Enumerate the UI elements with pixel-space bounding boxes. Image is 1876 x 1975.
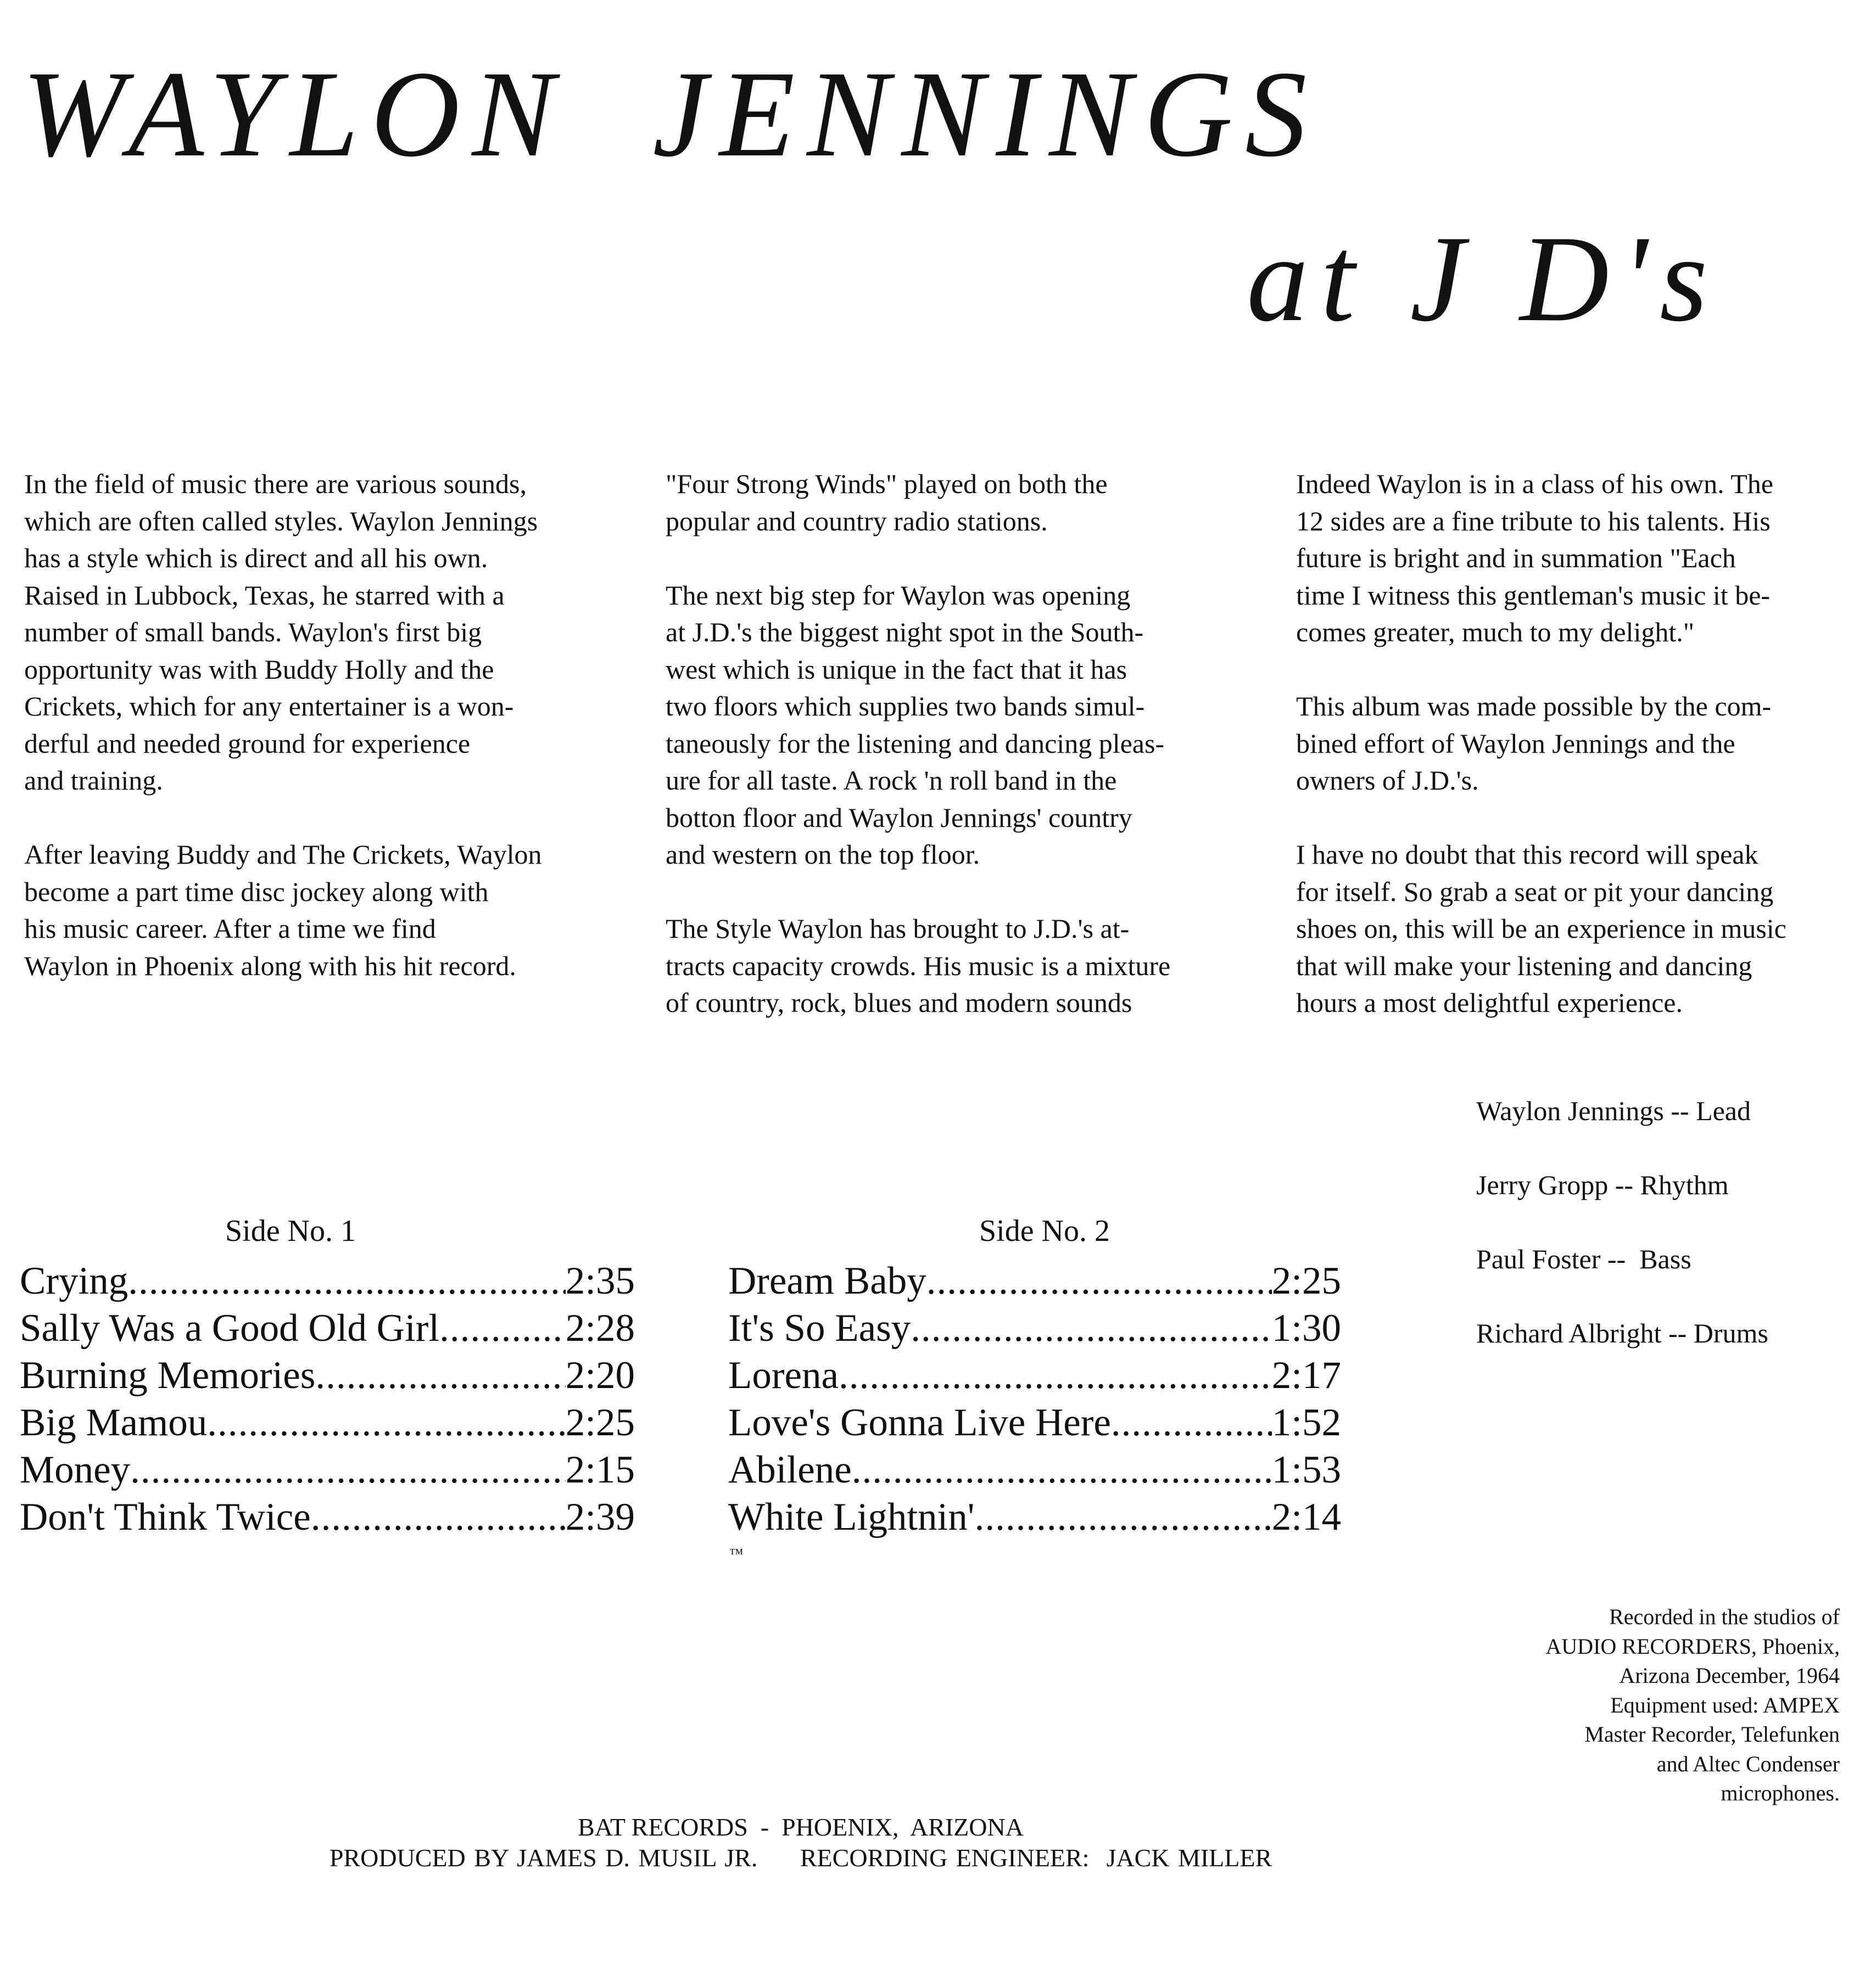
liner-paragraph: I have no doubt that this record will speak for itself. So grab a seat or pit your dancing shoes on, this will be an experience in music that will make your listening and dancing hours a most delightful experience. [1296, 839, 1786, 1018]
liner-paragraph: The next big step for Waylon was opening at J.D.'s the biggest night spot in the South- west which is unique in the fact that it has two floors which supplies two bands simul- taneously for the listening and dancing pleas- ure for all taste. A rock 'n roll band in the botton floor and Waylon Jennings' country and western on the top floor. [666, 579, 1165, 870]
track-time: 2:28 [565, 1307, 635, 1350]
liner-notes-column-3 [1296, 466, 1876, 1059]
leader-dots [311, 1493, 566, 1541]
track-time: 1:53 [1271, 1448, 1341, 1491]
credit-line: Waylon Jennings -- Lead [1476, 1095, 1751, 1126]
track-title: Dream Baby [728, 1260, 926, 1302]
album-subtitle: at J D's [1247, 210, 1720, 347]
leader-dots [1111, 1399, 1272, 1446]
recording-line: Master Recorder, Telefunken [1584, 1722, 1840, 1747]
track-row [20, 1399, 635, 1446]
band-credits [1476, 1093, 1768, 1389]
recording-line: microphones. [1721, 1781, 1840, 1805]
recording-info [1444, 1602, 1840, 1808]
leader-dots [128, 1257, 566, 1305]
record-label-line: BAT RECORDS - PHOENIX, ARIZONA [578, 1813, 1024, 1841]
track-time: 2:35 [565, 1260, 635, 1302]
track-title: White Lightnin' [728, 1496, 975, 1538]
track-title: Love's Gonna Live Here [728, 1401, 1111, 1444]
track-time: 1:30 [1271, 1307, 1341, 1350]
track-title: Crying [20, 1260, 129, 1302]
producer-credit-line: PRODUCED BY JAMES D. MUSIL JR. RECORDING ENGINEER: JACK MILLER [329, 1844, 1272, 1872]
liner-paragraph: Indeed Waylon is in a class of his own. The 12 sides are a fine tribute to his talents. His future is bright and in summation "Each time I witness this gentleman's music it be- comes greater, much to my delight." [1296, 468, 1773, 647]
side-2-heading: Side No. 2 [979, 1214, 1110, 1248]
track-row [728, 1257, 1341, 1305]
recording-line: AUDIO RECORDERS, Phoenix, [1545, 1633, 1840, 1659]
leader-dots [130, 1446, 566, 1493]
side-1-tracklist [20, 1257, 635, 1541]
recording-line: Arizona December, 1964 [1619, 1663, 1840, 1688]
liner-paragraph: "Four Strong Winds" played on both the popular and country radio stations. [666, 468, 1108, 536]
leader-dots [926, 1257, 1272, 1305]
recording-line: and Altec Condenser [1656, 1751, 1840, 1776]
leader-dots [911, 1305, 1271, 1352]
track-row [20, 1305, 635, 1352]
track-time: 2:25 [1271, 1260, 1341, 1302]
credit-line: Jerry Gropp -- Rhythm [1476, 1170, 1729, 1200]
track-time: 2:17 [1271, 1354, 1341, 1397]
credit-line: Paul Foster -- Bass [1476, 1244, 1691, 1274]
side-1-heading: Side No. 1 [225, 1214, 356, 1248]
liner-paragraph: After leaving Buddy and The Crickets, Waylon become a part time disc jockey along with his music career. After a time we find Waylon in Phoenix along with his hit record. [24, 839, 542, 981]
recording-line: Recorded in the studios of [1609, 1604, 1840, 1629]
track-title: Sally Was a Good Old Girl [20, 1307, 440, 1350]
leader-dots [315, 1352, 565, 1399]
track-row [728, 1352, 1341, 1399]
track-title: Abilene [728, 1448, 852, 1491]
liner-notes-column-2 [666, 466, 1259, 1059]
credit-line: Richard Albright -- Drums [1476, 1318, 1768, 1349]
track-time: 1:52 [1271, 1401, 1341, 1444]
liner-paragraph: The Style Waylon has brought to J.D.'s at- tracts capacity crowds. His music is a mixture of country, rock, blues and modern sounds [666, 913, 1171, 1018]
track-row [20, 1352, 635, 1399]
leader-dots [852, 1446, 1272, 1493]
track-time: 2:14 [1271, 1496, 1341, 1538]
liner-paragraph: In the field of music there are various sounds, which are often called styles. Waylon Jennings has a style which is direct and all his own. Raised in Lubbock, Texas, he starred with a number of small bands. Waylon's first big opportunity was with Buddy Holly and the Crickets, which for any entertainer is a won- derful and needed ground for experience and training. [24, 468, 538, 796]
track-time: 2:25 [565, 1401, 635, 1444]
leader-dots [975, 1493, 1272, 1541]
track-title: Burning Memories [20, 1354, 316, 1397]
track-row [20, 1493, 635, 1541]
track-title: Don't Think Twice [20, 1496, 311, 1538]
track-row [20, 1446, 635, 1493]
track-time: 2:20 [565, 1354, 635, 1397]
track-row [728, 1446, 1341, 1493]
track-title: Big Mamou [20, 1401, 208, 1444]
liner-paragraph: This album was made possible by the com- bined effort of Waylon Jennings and the owners of J.D.'s. [1296, 691, 1772, 796]
track-time: 2:39 [565, 1496, 635, 1538]
track-row [728, 1493, 1341, 1541]
track-row [728, 1305, 1341, 1352]
track-row [728, 1399, 1341, 1446]
leader-dots [839, 1352, 1272, 1399]
album-title: WAYLON JENNINGS [22, 45, 1319, 182]
track-row [20, 1257, 635, 1305]
leader-dots [207, 1399, 566, 1446]
recording-line: Equipment used: AMPEX [1610, 1692, 1840, 1717]
leader-dots [439, 1305, 566, 1352]
track-title: Lorena [728, 1354, 839, 1397]
track-title: It's So Easy [728, 1307, 911, 1350]
trademark-mark: ™ [729, 1546, 744, 1562]
track-title: Money [20, 1448, 131, 1491]
liner-notes-column-1 [24, 466, 617, 1022]
side-2-tracklist [728, 1257, 1341, 1541]
track-time: 2:15 [565, 1448, 635, 1491]
